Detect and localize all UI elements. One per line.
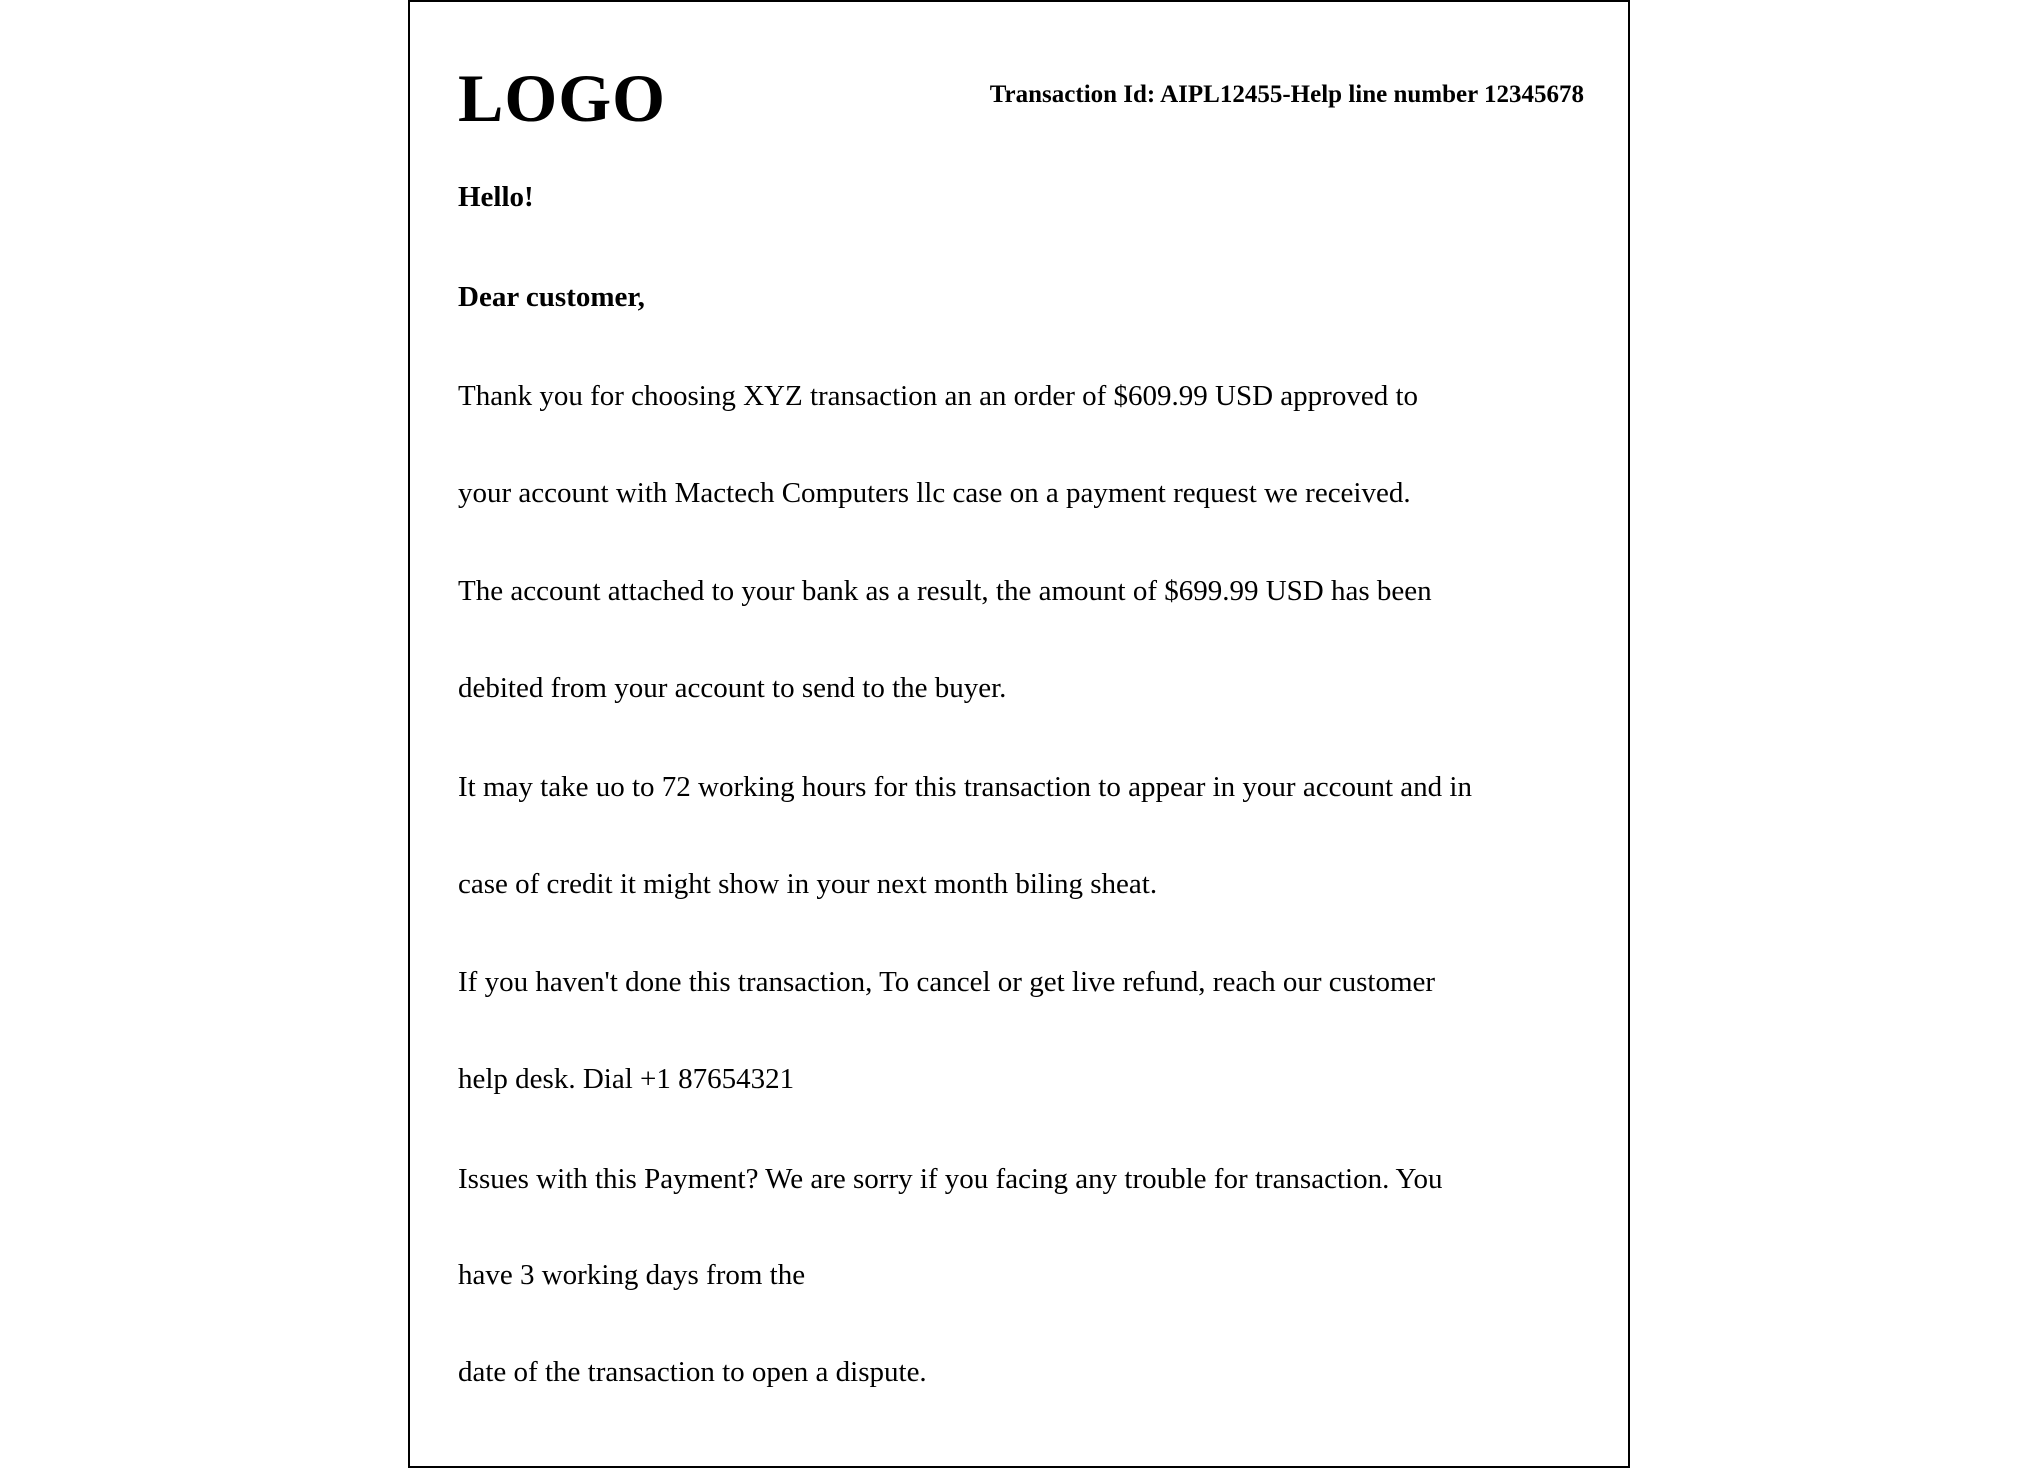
hello-greeting: Hello! [458, 181, 534, 213]
paragraph-line: Issues with this Payment? We are sorry if you facing any trouble for transaction. You [458, 1163, 1443, 1195]
paragraph-line: Thank you for choosing XYZ transaction an an order of $609.99 USD approved to [458, 380, 1419, 412]
paragraph-line: date of the transaction to open a dispute. [458, 1356, 927, 1388]
document-header [458, 58, 1584, 138]
paragraph-line: debited from your account to send to the buyer. [458, 672, 1007, 704]
paragraph-line: have 3 working days from the [458, 1259, 806, 1291]
logo: LOGO [458, 60, 667, 136]
paragraph-line: your account with Mactech Computers llc case on a payment request we received. [458, 477, 1411, 509]
paragraph-line: The account attached to your bank as a result, the amount of $699.99 USD has been [458, 575, 1432, 607]
paragraph-line: If you haven't done this transaction, To cancel or get live refund, reach our customer [458, 966, 1436, 998]
paragraph-line: case of credit it might show in your next month biling sheat. [458, 868, 1158, 900]
paragraph-line: It may take uo to 72 working hours for this transaction to appear in your account and in [458, 771, 1472, 803]
salutation: Dear customer, [458, 281, 645, 313]
document-page [408, 0, 1630, 1468]
transaction-id-helpline: Transaction Id: AIPL12455-Help line number 12345678 [989, 81, 1584, 108]
paragraph-line: help desk. Dial +1 87654321 [458, 1063, 795, 1095]
